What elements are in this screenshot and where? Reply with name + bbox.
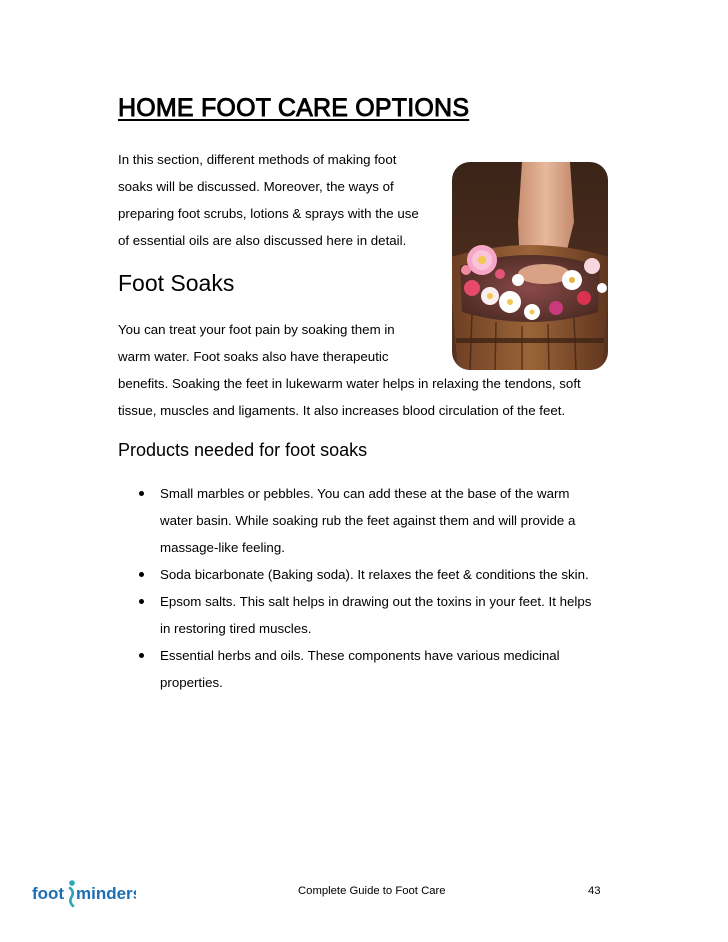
- bullet-icon: [139, 491, 144, 496]
- paragraph-line: warm water. Foot soaks also have therapeutic: [118, 349, 389, 364]
- svg-text:minders: minders: [76, 884, 136, 903]
- list-item-line: Epsom salts. This salt helps in drawing out the toxins in your feet. It helps: [160, 594, 592, 609]
- paragraph-line: tissue, muscles and ligaments. It also increases blood circulation of the feet.: [118, 403, 566, 418]
- paragraph-line: benefits. Soaking the feet in lukewarm water helps in relaxing the tendons, soft: [118, 376, 581, 391]
- bullet-icon: [139, 653, 144, 658]
- paragraph-line: You can treat your foot pain by soaking them in: [118, 322, 395, 337]
- list-item: [118, 480, 678, 561]
- intro-line: of essential oils are also discussed here in detail.: [118, 233, 407, 248]
- intro-paragraph: [118, 146, 419, 254]
- list-item-line: properties.: [160, 675, 223, 690]
- list-item-line: in restoring tired muscles.: [160, 621, 312, 636]
- intro-line: soaks will be discussed. Moreover, the ways of: [118, 179, 394, 194]
- list-item-line: water basin. While soaking rub the feet against them and will provide a: [160, 513, 576, 528]
- page-number: 43: [588, 885, 601, 897]
- list-item: [118, 588, 678, 642]
- svg-text:foot: foot: [32, 884, 65, 903]
- page-title: HOME FOOT CARE OPTIONS: [118, 94, 470, 122]
- footminders-logo: [32, 878, 136, 908]
- bullet-icon: [139, 572, 144, 577]
- products-heading: Products needed for foot soaks: [118, 440, 368, 460]
- products-list: [118, 480, 678, 696]
- foot-soaks-heading: Foot Soaks: [118, 270, 235, 296]
- list-item: [118, 642, 678, 696]
- list-item: [118, 561, 678, 588]
- footer-document-title: Complete Guide to Foot Care: [298, 885, 446, 897]
- list-item-line: Essential herbs and oils. These components have various medicinal: [160, 648, 560, 663]
- intro-line: preparing foot scrubs, lotions & sprays with the use: [118, 206, 419, 221]
- bullet-icon: [139, 599, 144, 604]
- intro-line: In this section, different methods of making foot: [118, 152, 397, 167]
- list-item-line: Soda bicarbonate (Baking soda). It relaxes the feet & conditions the skin.: [160, 567, 589, 582]
- list-item-line: massage-like feeling.: [160, 540, 285, 555]
- list-item-line: Small marbles or pebbles. You can add these at the base of the warm: [160, 486, 570, 501]
- foot-soaks-paragraph: [118, 316, 581, 424]
